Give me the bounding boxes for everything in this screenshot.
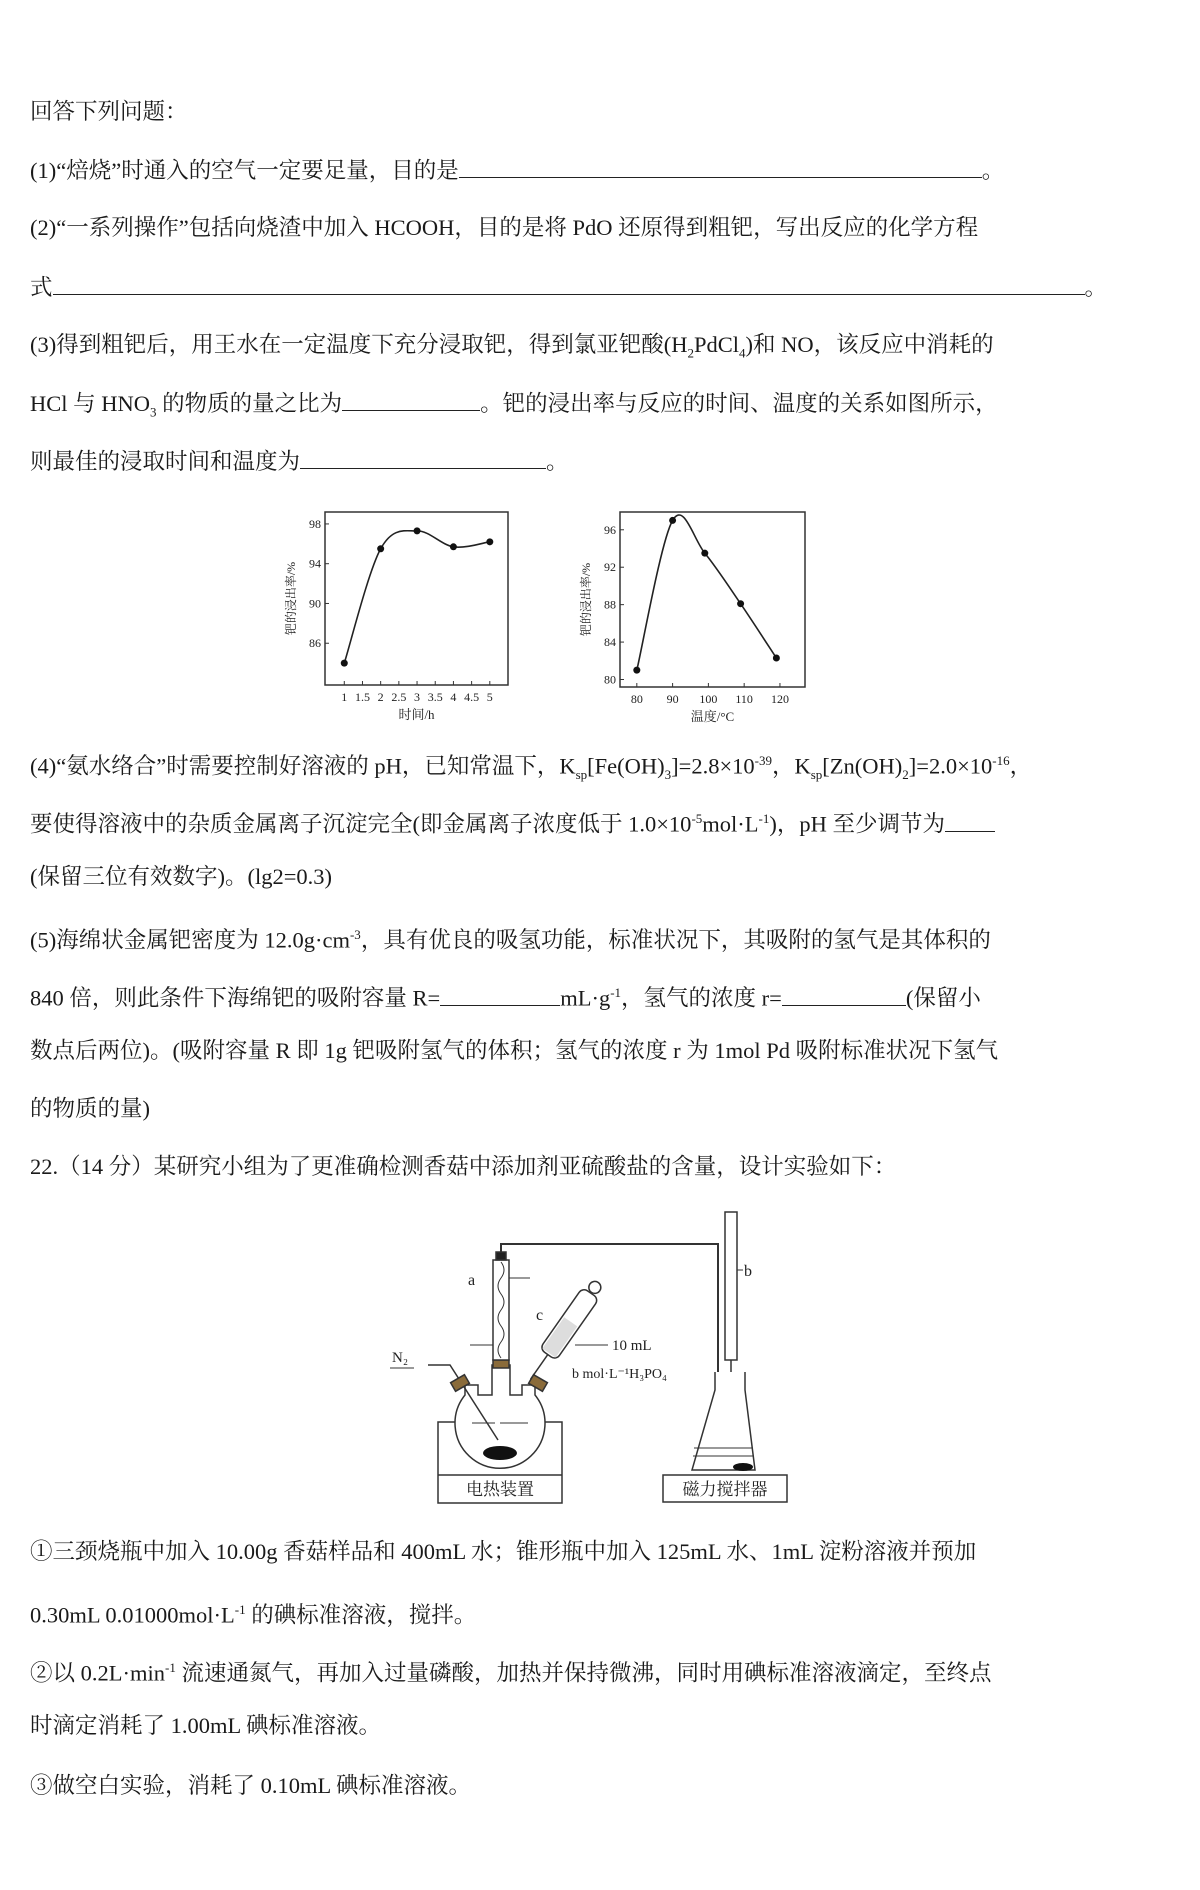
text-segment: 。 <box>546 449 569 474</box>
text-line <box>30 1036 998 1066</box>
text-segment: ①三颈烧瓶中加入 10.00g 香菇样品和 400mL 水；锥形瓶中加入 125mL 水、1mL 淀粉溶液并预加 <box>30 1539 977 1564</box>
y-axis-label: 钯的浸出率/% <box>284 561 298 636</box>
subscript: sp <box>575 767 588 782</box>
x-tick-label: 5 <box>486 690 493 704</box>
data-point <box>341 660 348 667</box>
text-line <box>30 1537 976 1567</box>
text-line <box>30 1653 991 1689</box>
text-line <box>30 330 994 369</box>
text-segment: (5)海绵状金属钯密度为 12.0g·cm <box>30 927 350 953</box>
data-point <box>414 527 421 534</box>
subscript: 3 <box>664 767 672 782</box>
label-a: a <box>468 1272 476 1289</box>
label-b: b <box>744 1263 752 1280</box>
x-tick-label: 90 <box>666 692 679 706</box>
text-segment: (保留三位有效数字)。(lg2=0.3) <box>30 864 333 889</box>
answer-blank[interactable] <box>945 809 995 832</box>
text-segment: 回答下列问题： <box>30 99 188 124</box>
supscript: -1 <box>165 1660 176 1675</box>
y-tick-label: 92 <box>604 560 616 575</box>
x-tick-label: 110 <box>735 692 753 706</box>
supscript: -1 <box>610 985 622 1000</box>
series-line <box>344 531 490 663</box>
supscript: -1 <box>758 811 770 826</box>
leaching-rate-vs-temperature-chart <box>555 500 875 735</box>
answer-blank[interactable] <box>300 446 546 469</box>
x-tick-label: 3 <box>414 690 421 704</box>
text-segment: (保留小 <box>905 985 981 1011</box>
text-segment: PdCl <box>693 332 740 357</box>
text-segment: 数点后两位)。(吸附容量 R 即 1g 钯吸附氢气的体积；氢气的浓度 r 为 1mol Pd 吸附标准状况下氢气 <box>30 1038 999 1063</box>
plot-frame <box>325 512 508 685</box>
x-tick-label: 2.5 <box>391 690 407 704</box>
erlenmeyer-flask <box>692 1372 755 1470</box>
text-segment: 。钯的浸出率与反应的时间、温度的关系如图所示， <box>480 391 998 416</box>
text-line <box>30 1771 471 1801</box>
y-tick-label: 94 <box>309 556 321 571</box>
text-segment: ，K <box>771 753 811 779</box>
y-tick-label: 88 <box>604 597 616 612</box>
burette-b <box>725 1212 737 1360</box>
text-segment: HCl 与 HNO <box>30 391 151 416</box>
series-line <box>637 515 777 670</box>
data-point <box>633 667 640 674</box>
data-point <box>377 545 384 552</box>
x-tick-label: 1.5 <box>354 690 370 704</box>
x-tick-label: 100 <box>699 692 718 706</box>
subscript: 2 <box>687 345 694 361</box>
x-tick-label: 120 <box>770 692 789 706</box>
text-segment: 的物质的量) <box>30 1096 150 1121</box>
experiment-apparatus-diagram <box>350 1190 830 1520</box>
volume-label: 10 mL <box>612 1338 652 1354</box>
text-line <box>30 272 1107 303</box>
y-tick-label: 90 <box>309 596 321 611</box>
text-line <box>30 1152 896 1182</box>
text-segment: 则最佳的浸取时间和温度为 <box>30 449 301 474</box>
supscript: -5 <box>691 811 703 826</box>
text-segment: [Zn(OH) <box>822 753 903 779</box>
heater-label: 电热装置 <box>466 1480 534 1499</box>
data-point <box>773 654 780 661</box>
y-tick-label: 86 <box>309 636 321 651</box>
text-line <box>30 97 188 127</box>
text-segment: 的碘标准溶液，搅拌。 <box>245 1602 477 1628</box>
text-line <box>30 746 1032 790</box>
text-segment: mol·L <box>702 811 759 837</box>
text-segment: (2)“一系列操作”包括向烧渣中加入 HCOOH，目的是将 PdO 还原得到粗钯，写出反应的化学方程 <box>30 215 979 240</box>
x-tick-label: 2 <box>377 690 384 704</box>
x-tick-label: 80 <box>630 692 643 706</box>
text-segment: )和 NO，该反应中消耗的 <box>745 332 994 357</box>
text-segment: (4)“氨水络合”时需要控制好溶液的 pH，已知常温下，K <box>30 753 576 779</box>
text-line <box>30 446 569 477</box>
text-segment: 流速通氮气，再加入过量磷酸，加热并保持微沸，同时用碘标准溶液滴定，至终点 <box>175 1660 992 1686</box>
mushroom-sample <box>483 1446 517 1460</box>
text-line <box>30 804 995 840</box>
data-point <box>450 543 457 550</box>
text-line <box>30 1711 381 1741</box>
text-line <box>30 388 998 428</box>
text-line <box>30 978 981 1014</box>
answer-blank[interactable] <box>53 272 1085 295</box>
text-segment: ②以 0.2L·min <box>30 1660 165 1686</box>
text-segment: ，氢气的浓度 r= <box>621 985 782 1011</box>
supscript: -1 <box>234 1602 246 1617</box>
data-point <box>701 550 708 557</box>
nitrogen-label: N₂ <box>392 1350 409 1366</box>
subscript: 4 <box>739 345 746 361</box>
text-segment: ， <box>1009 753 1033 779</box>
supscript: -39 <box>754 753 772 768</box>
text-segment: ③做空白实验，消耗了 0.10mL 碘标准溶液。 <box>30 1773 472 1798</box>
text-segment: ]=2.8×10 <box>671 753 755 779</box>
x-axis-label: 温度/°C <box>690 709 735 724</box>
data-point <box>486 538 493 545</box>
stirrer-label: 磁力搅拌器 <box>682 1480 768 1499</box>
text-segment: 。 <box>981 158 1005 183</box>
text-segment: 要使得溶液中的杂质金属离子沉淀完全(即金属离子浓度低于 1.0×10 <box>30 811 692 837</box>
text-segment: 式 <box>30 275 53 300</box>
text-segment: [Fe(OH) <box>587 753 665 779</box>
text-segment: 。 <box>1084 275 1108 300</box>
answer-blank[interactable] <box>440 983 560 1006</box>
y-tick-label: 84 <box>604 635 616 650</box>
text-line <box>30 213 978 243</box>
x-tick-label: 4.5 <box>464 690 480 704</box>
subscript: 2 <box>902 767 909 782</box>
text-segment: ]=2.0×10 <box>908 753 993 779</box>
text-line <box>30 1094 150 1124</box>
text-line <box>30 862 332 892</box>
data-point <box>669 517 676 524</box>
text-segment: (3)得到粗钯后，用王水在一定温度下充分浸取钯，得到氯亚钯酸(H <box>30 332 688 357</box>
subscript: sp <box>810 767 823 782</box>
subscript: 3 <box>150 404 157 420</box>
text-line <box>30 920 991 956</box>
supscript: -16 <box>992 753 1010 768</box>
text-segment: ，具有优良的吸氢功能，标准状况下，其吸附的氢气是其体积的 <box>360 927 991 953</box>
acid-label: b mol·L⁻¹H₃PO₄ <box>572 1367 667 1382</box>
text-segment: 的物质的量之比为 <box>156 391 343 416</box>
answer-blank[interactable] <box>782 983 906 1006</box>
text-line <box>30 1595 476 1631</box>
text-segment: mL·g <box>560 985 611 1011</box>
label-c: c <box>536 1307 544 1324</box>
x-tick-label: 1 <box>341 690 348 704</box>
text-segment: (1)“焙烧”时通入的空气一定要足量，目的是 <box>30 158 459 183</box>
text-segment: 22.（14 分）某研究小组为了更准确检测香菇中添加剂亚硫酸盐的含量，设计实验如下： <box>30 1154 897 1179</box>
y-tick-label: 80 <box>604 672 616 687</box>
y-tick-label: 98 <box>309 516 321 531</box>
answer-blank[interactable] <box>342 388 480 411</box>
text-segment: )，pH 至少调节为 <box>769 811 945 837</box>
supscript: -3 <box>349 927 361 942</box>
answer-blank[interactable] <box>459 155 982 178</box>
text-segment: 时滴定消耗了 1.00mL 碘标准溶液。 <box>30 1713 382 1738</box>
text-segment: 0.30mL 0.01000mol·L <box>30 1602 235 1628</box>
text-segment: 840 倍，则此条件下海绵钯的吸附容量 R= <box>30 985 441 1011</box>
leaching-rate-vs-time-chart <box>250 500 580 735</box>
y-tick-label: 96 <box>604 522 616 537</box>
text-line <box>30 155 1004 186</box>
y-axis-label: 钯的浸出率/% <box>579 562 593 637</box>
x-axis-label: 时间/h <box>398 707 435 722</box>
x-tick-label: 4 <box>450 690 457 704</box>
data-point <box>737 600 744 607</box>
x-tick-label: 3.5 <box>427 690 443 704</box>
